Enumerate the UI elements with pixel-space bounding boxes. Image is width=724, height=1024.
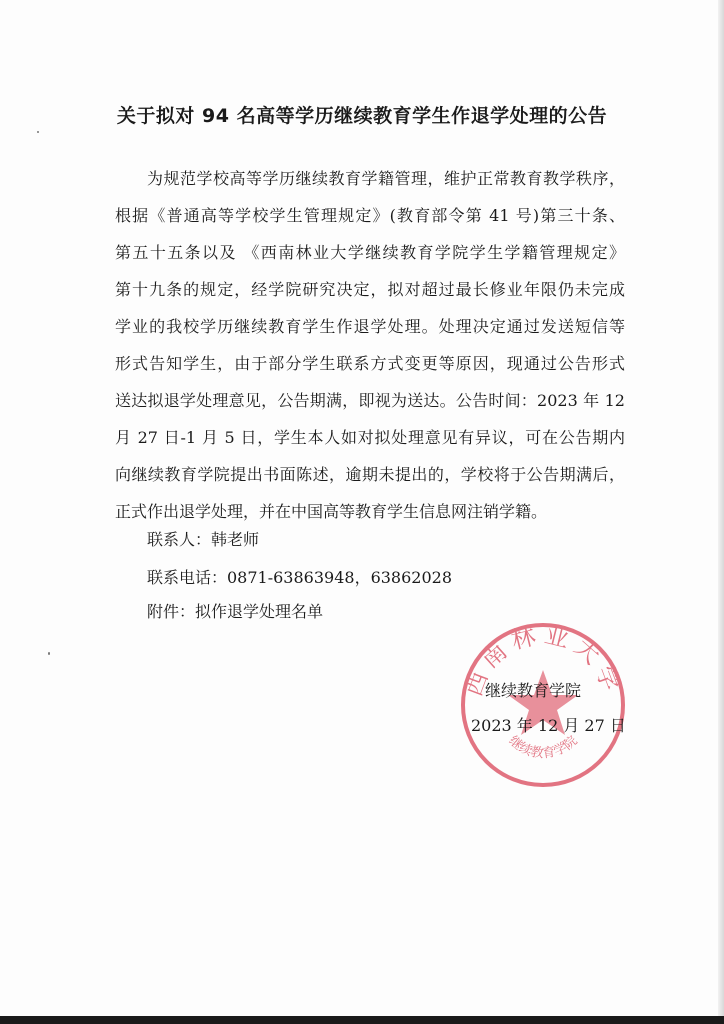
contact-phone: 联系电话：0871-63863948，63862028 xyxy=(147,568,453,587)
body-line: 月 27 日-1 月 5 日，学生本人如对拟处理意见有异议，可在公告期内 xyxy=(115,428,625,447)
body-line: 第五十五条以及 《西南林业大学继续教育学院学生学籍管理规定》 xyxy=(115,243,625,262)
body-line: 向继续教育学院提出书面陈述，逾期未提出的，学校将于公告期满后， xyxy=(115,465,625,484)
body-line: 送达拟退学处理意见，公告期满，即视为送达。公告时间：2023 年 12 xyxy=(115,391,625,410)
body-line: 根据《普通高等学校学生管理规定》(教育部令第 41 号)第三十条、 xyxy=(115,206,625,225)
official-seal-stamp xyxy=(458,620,628,790)
body-line: 正式作出退学处理，并在中国高等教育学生信息网注销学籍。 xyxy=(115,502,548,521)
body-line: 第十九条的规定，经学院研究决定，拟对超过最长修业年限仍未完成 xyxy=(115,280,625,299)
scan-edge-shadow xyxy=(718,0,724,1024)
notice-body xyxy=(115,160,625,530)
scan-speck xyxy=(37,131,39,133)
scan-speck xyxy=(48,652,50,655)
notice-title: 关于拟对 94 名高等学历继续教育学生作退学处理的公告 xyxy=(116,105,608,127)
scan-edge-border xyxy=(0,1016,724,1024)
contact-person: 联系人：韩老师 xyxy=(147,530,260,549)
attachment-note: 附件：拟作退学处理名单 xyxy=(147,602,324,621)
body-line: 学业的我校学历继续教育学生作退学处理。处理决定通过发送短信等 xyxy=(115,317,625,336)
issue-date: 2023 年 12 月 27 日 xyxy=(471,716,626,735)
body-line: 为规范学校高等学历继续教育学籍管理，维护正常教育教学秩序， xyxy=(147,169,625,188)
svg-text:西南林业大学: 西南林业大学 xyxy=(459,620,627,701)
body-line: 形式告知学生，由于部分学生联系方式变更等原因，现通过公告形式 xyxy=(115,354,625,373)
issuer-name: 继续教育学院 xyxy=(485,681,582,700)
svg-text:继续教育学院: 继续教育学院 xyxy=(505,733,581,762)
